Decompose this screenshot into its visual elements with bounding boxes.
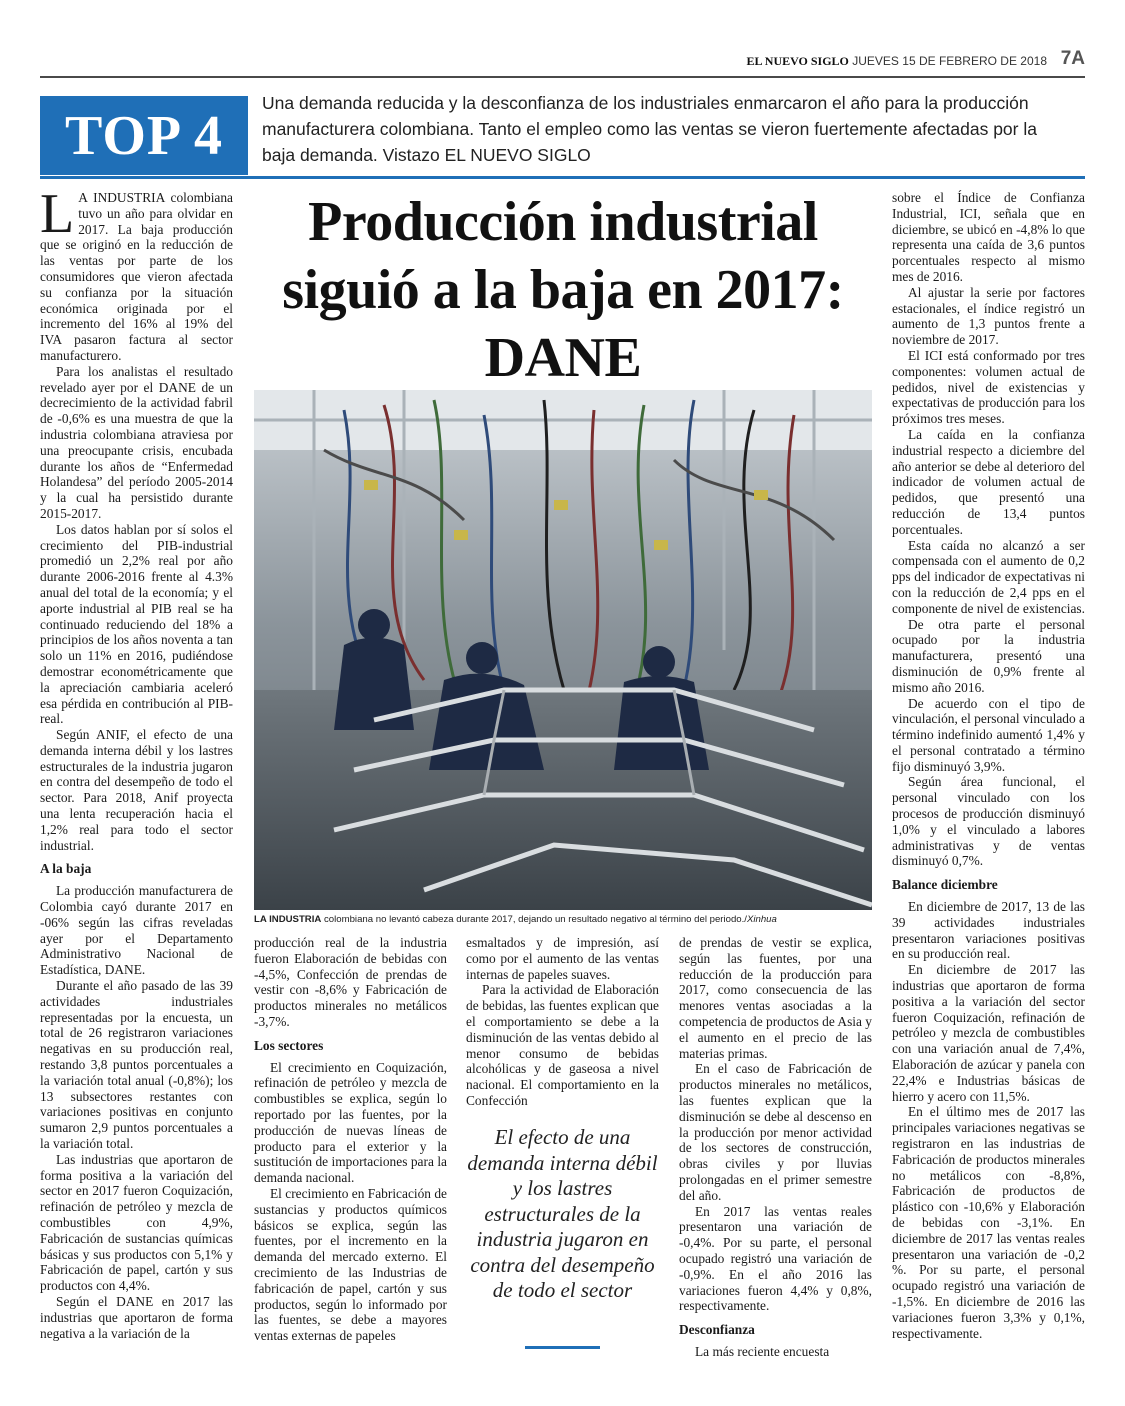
article-paragraph: El crecimiento en Fabricación de sustancias y productos químicos básicos se explica, según las fuentes, por el incremento en la demanda del mercado externo. El crecimiento de las Industrias de fabricación de papel, cartón y sus productos, según lo informado por las fuentes, se debe a mayores ventas externas de papeles: [254, 1185, 447, 1344]
article-column-3: [466, 935, 659, 1109]
article-paragraph: Para los analistas el resultado revelado ayer por el DANE de un decrecimiento de la actividad fabril de -0,6% es una muestra de que la industria colombiana atraviesa por una preocupante crisis, encubada durante los años de “Enfermedad Holandesa” del período 2005-2014 y la cual ha persistido durante 2015-2017.: [40, 363, 233, 521]
article-paragraph: sobre el Índice de Confianza Industrial, ICI, señala que en diciembre, se ubicó en -4,8% lo que representa una caída de 3,6 puntos porcentuales respecto al mismo mes de 2016.: [892, 190, 1085, 284]
caption-credit: Xinhua: [746, 914, 777, 925]
masthead-paper-name: EL NUEVO SIGLO: [746, 54, 849, 68]
caption-lead: LA INDUSTRIA: [254, 914, 322, 925]
article-paragraph: En 2017 las ventas reales presentaron una variación de -0,4%. Por su parte, el personal ocupado registró una variación de -0,9%. En el año 2016 las variaciones fueron 4,4% y 0,8%, respectivamente.: [679, 1203, 872, 1314]
article-paragraph: En diciembre de 2017, 13 de las 39 actividades industriales presentaron variaciones positivas en su producción real.: [892, 899, 1085, 962]
factory-photo: [254, 390, 872, 910]
article-column-2: [254, 935, 447, 1344]
article-paragraph: La caída en la confianza industrial respecto a diciembre del año anterior se debe al deterioro del indicador de volumen actual de pedidos, que presentó una reducción de 13,4 puntos porcentuales.: [892, 426, 1085, 537]
masthead: [746, 54, 1047, 69]
pull-quote-rule: [525, 1346, 600, 1349]
article-paragraph: La producción manufacturera de Colombia cayó durante 2017 en -06% según las cifras reveladas ayer por el Departamento Administrativo Nacional de Estadística, DANE.: [40, 883, 233, 978]
article-paragraph: esmaltados y de impresión, así como por el aumento de las ventas internas de papeles suaves.: [466, 935, 659, 982]
article-paragraph: de prendas de vestir se explica, según las fuentes, por una reducción de la producción para 2017, como consecuencia de las menores ventas asociadas a la competencia de productos de Asia y el aumento en el precio de las materias primas.: [679, 935, 872, 1061]
article-paragraph: Las industrias que aportaron de forma positiva a la variación del sector en 2017 fueron Coquización, refinación de petróleo y mezcla de combustibles con 4,9%, Fabricación de sustancias químicas básicas y sus productos con 5,1% y Fabricación de papel, cartón y sus productos con 4,4%.: [40, 1151, 233, 1294]
article-paragraph: Al ajustar la serie por factores estacionales, el índice registró un aumento de 1,3 puntos frente a noviembre de 2017.: [892, 284, 1085, 348]
article-column-1: [40, 183, 233, 1341]
subhead-desconfianza: Desconfianza: [679, 1322, 755, 1338]
article-paragraph: L A INDUSTRIA colombiana tuvo un año para olvidar en 2017. La baja producción que se originó en la reducción de las ventas por parte de los consumidores que vieron afectada su confianza por la situación económica originada por el incremento del 16% al 19% del IVA pasaron factura al sector manufacturero.: [40, 183, 233, 363]
article-paragraph: En el último mes de 2017 las principales variaciones negativas se registraron en las industrias de Fabricación de productos minerales no metálicos con -8,8%, Fabricación de productos de plástico con -10,6% y Elaboración de bebidas con -3,1%. En diciembre de 2017 las ventas reales presentaron una variación de -0,2 %. Por su parte, el personal ocupado registró una variación de -1,5%. En diciembre de 2016 las variaciones fueron 3,3% y 0,1%, respectivamente.: [892, 1104, 1085, 1341]
article-paragraph: Los datos hablan por sí solos el crecimiento del PIB-industrial promedió un 2,2% real por año durante 2006-2016 frente al 4.3% anual del total de la economía; y el aporte industrial al PIB real se ha continuado reduciendo del 18% a principios de los años noventa a tan solo un 11% en 2016, pudiéndose demostrar econométricamente que la apreciación cambiaria aceleró esa pérdida en contribución al PIB-real.: [40, 521, 233, 727]
article-column-4: [679, 935, 872, 1360]
article-paragraph: Para la actividad de Elaboración de bebidas, las fuentes explican que el comportamiento se debe a la disminución de las ventas debido al menor consumo de bebidas alcohólicas y de gaseosa a nivel nacional. El comportamiento en la Confección: [466, 982, 659, 1108]
page-header: [40, 50, 1085, 78]
article-paragraph: Esta caída no alcanzó a ser compensada con el aumento de 0,2 pps del indicador de expectativas ni con la reducción de 2,4 pps en el componente de nivel de existencias.: [892, 537, 1085, 616]
pull-quote: El efecto de una demanda interna débil y los lastres estructurales de la industria jugaron en contra del desempeño de todo el sector: [467, 1125, 658, 1302]
drop-cap: L: [40, 183, 75, 245]
article-paragraph: De acuerdo con el tipo de vinculación, el personal vinculado a término indefinido aumentó 1,4% y el personal contratado a término fijo disminuyó 3,9%.: [892, 695, 1085, 774]
article-headline: Producción industrial siguió a la baja en 2017: DANE: [282, 191, 844, 389]
masthead-date: JUEVES 15 DE FEBRERO DE 2018: [852, 54, 1047, 68]
article-paragraph: En diciembre de 2017 las industrias que aportaron de forma positiva a la variación del sector fueron Coquización, refinación de petróleo y mezcla de combustibles con una variación anual de 7,4%, Elaboración de azúcar y panela con 22,4% e Industrias básicas de hierro y acero con 11,5%.: [892, 962, 1085, 1104]
article-paragraph: Según área funcional, el personal vinculado con los procesos de producción disminuyó 1,0% y el vinculado a labores administrativas y de ventas disminuyó 0,7%.: [892, 774, 1085, 869]
article-column-5: [892, 190, 1085, 1341]
article-paragraph: El ICI está conformado por tres componentes: volumen actual de pedidos, nivel de existencias y expectativas de producción para los próximos tres meses.: [892, 347, 1085, 427]
article-paragraph: producción real de la industria fueron Elaboración de bebidas con -4,5%, Confección de prendas de vestir con -8,6% y Fabricación de productos minerales no metálicos -3,7%.: [254, 935, 447, 1029]
section-intro: Una demanda reducida y la desconfianza de los industriales enmarcaron el año para la producción manufacturera colombiana. Tanto el empleo como las ventas se vieron fuertemente afectadas por la baja demanda. Vistazo EL NUEVO SIGLO: [262, 93, 1037, 165]
page-number: 7A: [1060, 48, 1085, 69]
section-divider: [40, 176, 1085, 179]
article-paragraph: Según el DANE en 2017 las industrias que aportaron de forma negativa a la variación de la: [40, 1293, 233, 1341]
section-tag: TOP 4: [40, 96, 248, 175]
article-paragraph: Según ANIF, el efecto de una demanda interna débil y los lastres estructurales de la industria jugaron en contra del desempeño de todo el sector. Para 2018, Anif proyecta una lenta recuperación hacia el 1,2% real para todo el sector industrial.: [40, 727, 233, 853]
subhead-a-la-baja: A la baja: [40, 861, 92, 877]
photo-caption: [254, 913, 872, 926]
caption-text: colombiana no levantó cabeza durante 2017, dejando un resultado negativo al término del periodo./: [321, 914, 747, 925]
article-paragraph: La más reciente encuesta: [695, 1343, 830, 1359]
article-paragraph: El crecimiento en Coquización, refinación de petróleo y mezcla de combustibles se explica, según lo reportado por las fuentes, por la producción de nuevas líneas de producto para el exterior y la sustitución de importaciones para la demanda nacional.: [254, 1059, 447, 1186]
article-paragraph: Durante el año pasado de las 39 actividades industriales representadas por la encuesta, un total de 26 registraron variaciones negativas en su producción real, restando 3,8 puntos porcentuales a la variación total anual (-0,8%); los 13 subsectores restantes con variaciones positivas en conjunto sumaron 2,9 puntos porcentuales a la variación total.: [40, 978, 233, 1152]
article-paragraph: De otra parte el personal ocupado por la industria manufacturera, presentó una disminución de 0,9% frente al mismo año 2016.: [892, 616, 1085, 695]
subhead-balance-diciembre: Balance diciembre: [892, 877, 998, 893]
article-paragraph: En el caso de Fabricación de productos minerales no metálicos, las fuentes explican que la disminución se debe al descenso en la producción por menor actividad de los sectores de construcción, obras civiles y por lluvias prolongadas en el primer semestre del año.: [679, 1061, 872, 1203]
subhead-los-sectores: Los sectores: [254, 1037, 324, 1053]
